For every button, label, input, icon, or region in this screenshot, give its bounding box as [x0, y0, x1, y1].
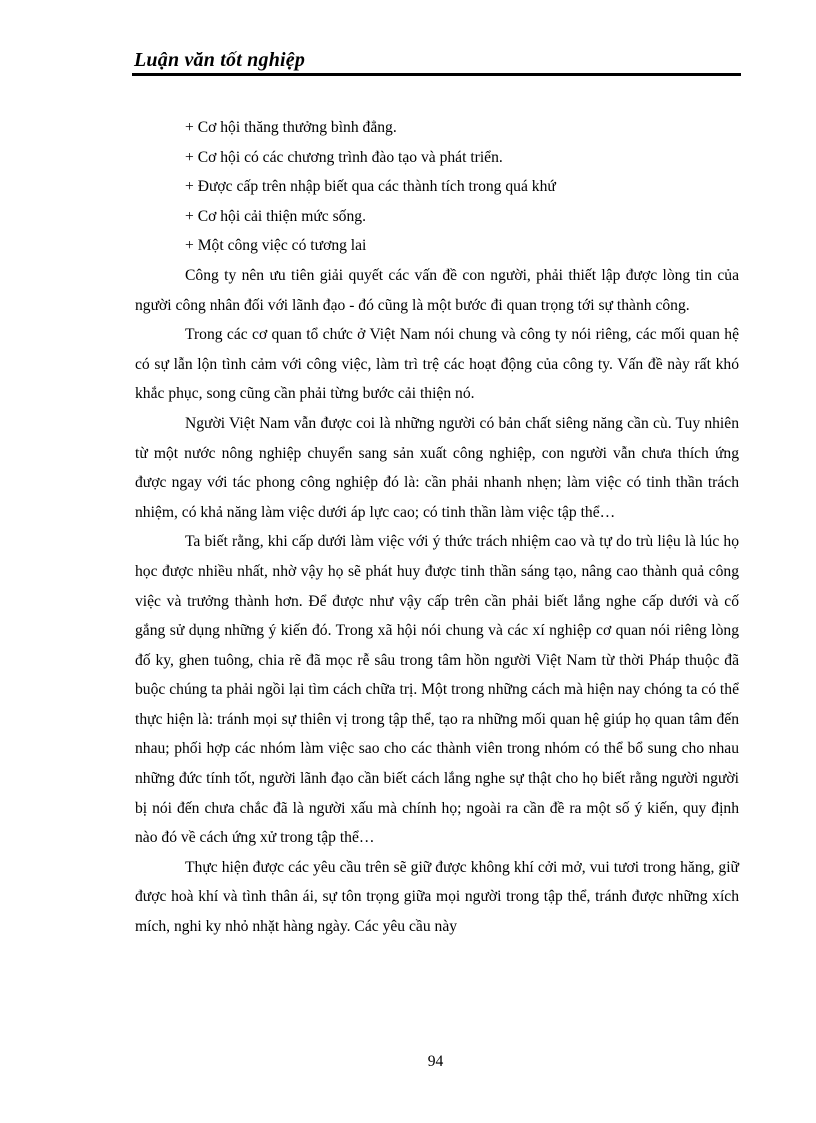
paragraph: Thực hiện được các yêu cầu trên sẽ giữ được không khí cởi mở, vui tươi trong hăng, giữ được hoà khí và tình thân ái, sự tôn trọng giữa mọi người trong tập thể, tránh được những xích mích, nghi ky nhỏ nhặt hàng ngày. Các yêu cầu này — [135, 858, 739, 936]
paragraph: Ta biết rằng, khi cấp dưới làm việc với ý thức trách nhiệm cao và tự do trù liệu là lúc họ học được nhiều nhất, nhờ vậy họ sẽ phát huy được tinh thần sáng tạo, nâng cao thành quả công việc và trưởng thành hơn. Để được như vậy cấp trên cần phải biết lắng nghe cấp dưới và cố gắng sử dụng những ý kiến đó. Trong xã hội nói chung và các xí nghiệp cơ quan nói riêng lòng đố ky, ghen tuông, chia rẽ đã mọc rễ sâu trong tâm hồn người Việt Nam từ thời Pháp thuộc đã buộc chúng ta phải ngồi lại tìm cách chữa trị. Một trong những cách mà hiện nay chóng ta có thể thực hiện là: tránh mọi sự thiên vị trong tập thể, tạo ra những mối quan hệ giúp họ quan tâm đến nhau; phối hợp các nhóm làm việc sao cho các thành viên trong nhóm có thể bổ sung cho nhau những đức tính tốt, người lãnh đạo cần biết cách lắng nghe sự thật cho họ biết rằng người người bị nói đến chưa chắc đã là người xấu mà chính họ; ngoài ra cần đề ra một số ý kiến, quy định nào đó về cách ứng xử trong tập thể… — [135, 533, 739, 847]
page-header-title: Luận văn tốt nghiệp — [134, 49, 306, 71]
page-number: 94 — [427, 1053, 444, 1070]
paragraph: Công ty nên ưu tiên giải quyết các vấn đề con người, phải thiết lập được lòng tin của người công nhân đối với lãnh đạo - đó cũng là một bước đi quan trọng tới sự thành công. — [135, 266, 739, 314]
bullet-item: + Một công việc có tương lai — [185, 237, 367, 255]
paragraph: Người Việt Nam vẫn được coi là những người có bản chất siêng năng cần cù. Tuy nhiên từ một nước nông nghiệp chuyển sang sản xuất công nghiệp, con người vẫn chưa thích ứng được ngay với tác phong công nghiệp đó là: cần phải nhanh nhẹn; làm việc có tinh thần trách nhiệm, có khả năng làm việc dưới áp lực cao; có tinh thần làm việc tập thể… — [135, 414, 739, 521]
bullet-item: + Cơ hội cải thiện mức sống. — [185, 207, 366, 225]
header-divider — [132, 73, 741, 76]
bullet-item: + Cơ hội có các chương trình đào tạo và phát triển. — [185, 148, 503, 166]
paragraph: Trong các cơ quan tổ chức ở Việt Nam nói chung và công ty nói riêng, các mối quan hệ có sự lẫn lộn tình cảm với công việc, làm trì trệ các hoạt động của công ty. Vấn đề này rất khó khắc phục, song cũng cần phải từng bước cải thiện nó. — [135, 326, 739, 403]
bullet-item: + Được cấp trên nhập biết qua các thành tích trong quá khứ — [185, 178, 556, 196]
bullet-item: + Cơ hội thăng thưởng bình đẳng. — [185, 119, 397, 136]
document-body — [135, 113, 739, 942]
